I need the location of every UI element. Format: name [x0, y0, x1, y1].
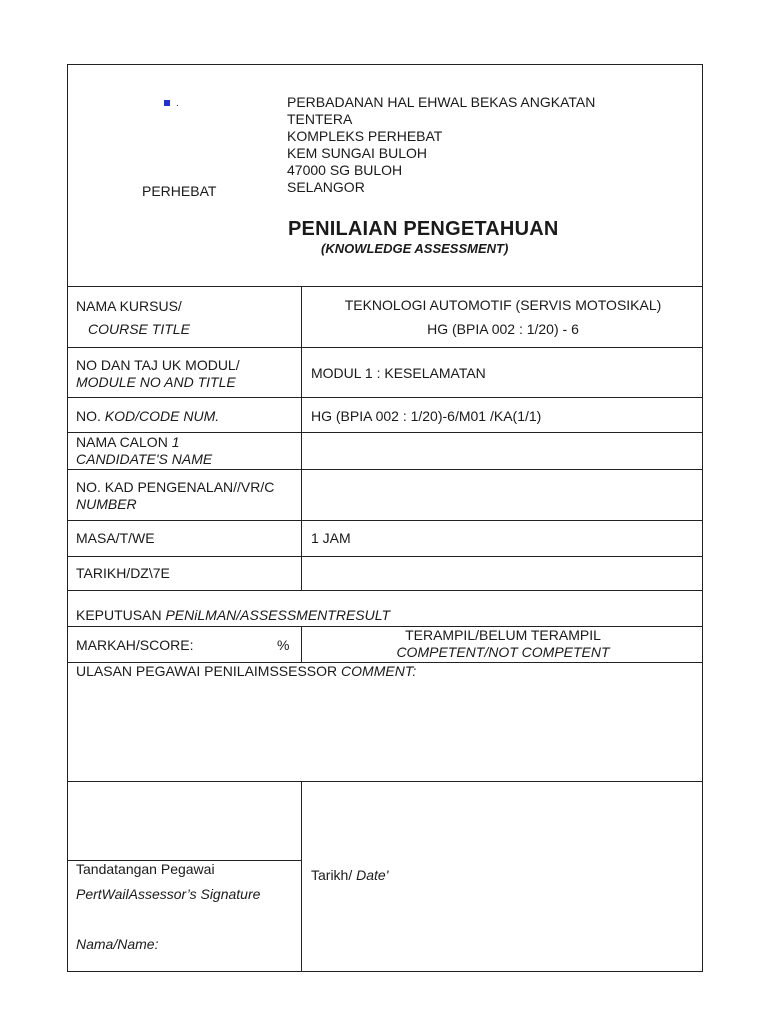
course-title-value: TEKNOLOGI AUTOMOTIF (SERVIS MOTOSIKAL)	[344, 297, 662, 313]
candidate-label	[76, 434, 180, 451]
candidate-label-en: CANDIDATE'S NAME	[76, 451, 213, 467]
candidate-label-ms: NAMA CALON	[76, 434, 168, 450]
competency-label: TERAMPIL/BELUM TERAMPIL	[405, 627, 601, 643]
org-line: 47000 SG BULOH	[287, 162, 403, 178]
form-title: PENILAIAN PENGETAHUAN	[288, 218, 559, 240]
perhebat-logo-icon	[164, 100, 170, 106]
name-label: Nama/Name:	[76, 936, 159, 952]
signature-area[interactable]	[68, 782, 300, 859]
competency-label-en: COMPETENT/NOT COMPETENT	[396, 644, 610, 660]
signature-label-en: PertWailAssessor’s Signature	[76, 886, 261, 902]
result-heading	[76, 607, 390, 624]
time-label: MASA/T/WE	[76, 530, 155, 546]
code-value: HG (BPIA 002 : 1/20)-6/M01 /KA(1/1)	[311, 408, 542, 424]
code-label-en: KOD/CODE NUM.	[104, 408, 220, 424]
org-line: KOMPLEKS PERHEBAT	[287, 128, 443, 144]
sign-date-label	[311, 867, 388, 884]
assessment-form	[67, 64, 703, 972]
form-subtitle: (KNOWLEDGE ASSESSMENT)	[321, 241, 509, 256]
org-line: KEM SUNGAI BULOH	[287, 145, 428, 161]
comment-label-ms: ULASAN PEGAWAI PENILAIMSSESSOR	[76, 663, 338, 679]
id-label: NO. KAD PENGENALAN//VR/C	[76, 479, 275, 495]
result-label: KEPUTUSAN	[76, 607, 162, 623]
course-label-en: COURSE TITLE	[88, 321, 190, 337]
signature-label: Tandatangan Pegawai	[76, 861, 215, 877]
module-label: NO DAN TAJ UK MODUL/	[76, 357, 240, 373]
comment-label-en: COMMENT:	[341, 663, 417, 679]
org-line: TENTERA	[287, 111, 353, 127]
logo-caption: PERHEBAT	[142, 183, 217, 199]
code-label	[76, 408, 219, 425]
sign-date-label-en: Date'	[356, 867, 389, 883]
sign-date-label-ms: Tarikh/	[311, 867, 353, 883]
logo-dot: .	[176, 98, 179, 109]
course-label: NAMA KURSUS/	[76, 298, 182, 314]
time-value: 1 JAM	[311, 530, 351, 546]
organization-address	[287, 94, 595, 196]
module-value: MODUL 1 : KESELAMATAN	[311, 365, 486, 381]
candidate-label-suffix: 1	[171, 434, 180, 450]
code-label-ms: NO.	[76, 408, 101, 424]
score-percent: %	[277, 637, 290, 653]
comment-label	[76, 663, 416, 680]
result-label-en: PENiLMAN/ASSESSMENTRESULT	[165, 607, 391, 623]
date-label: TARIKH/DZ\7E	[76, 565, 170, 581]
org-line: PERBADANAN HAL EHWAL BEKAS ANGKATAN	[287, 94, 596, 110]
comment-area[interactable]	[68, 682, 702, 780]
org-line: SELANGOR	[287, 179, 365, 195]
id-label-en: NUMBER	[76, 496, 137, 512]
module-label-en: MODULE NO AND TITLE	[76, 374, 236, 390]
score-label: MARKAH/SCORE:	[76, 637, 194, 653]
course-code-value: HG (BPIA 002 : 1/20) - 6	[427, 321, 579, 337]
